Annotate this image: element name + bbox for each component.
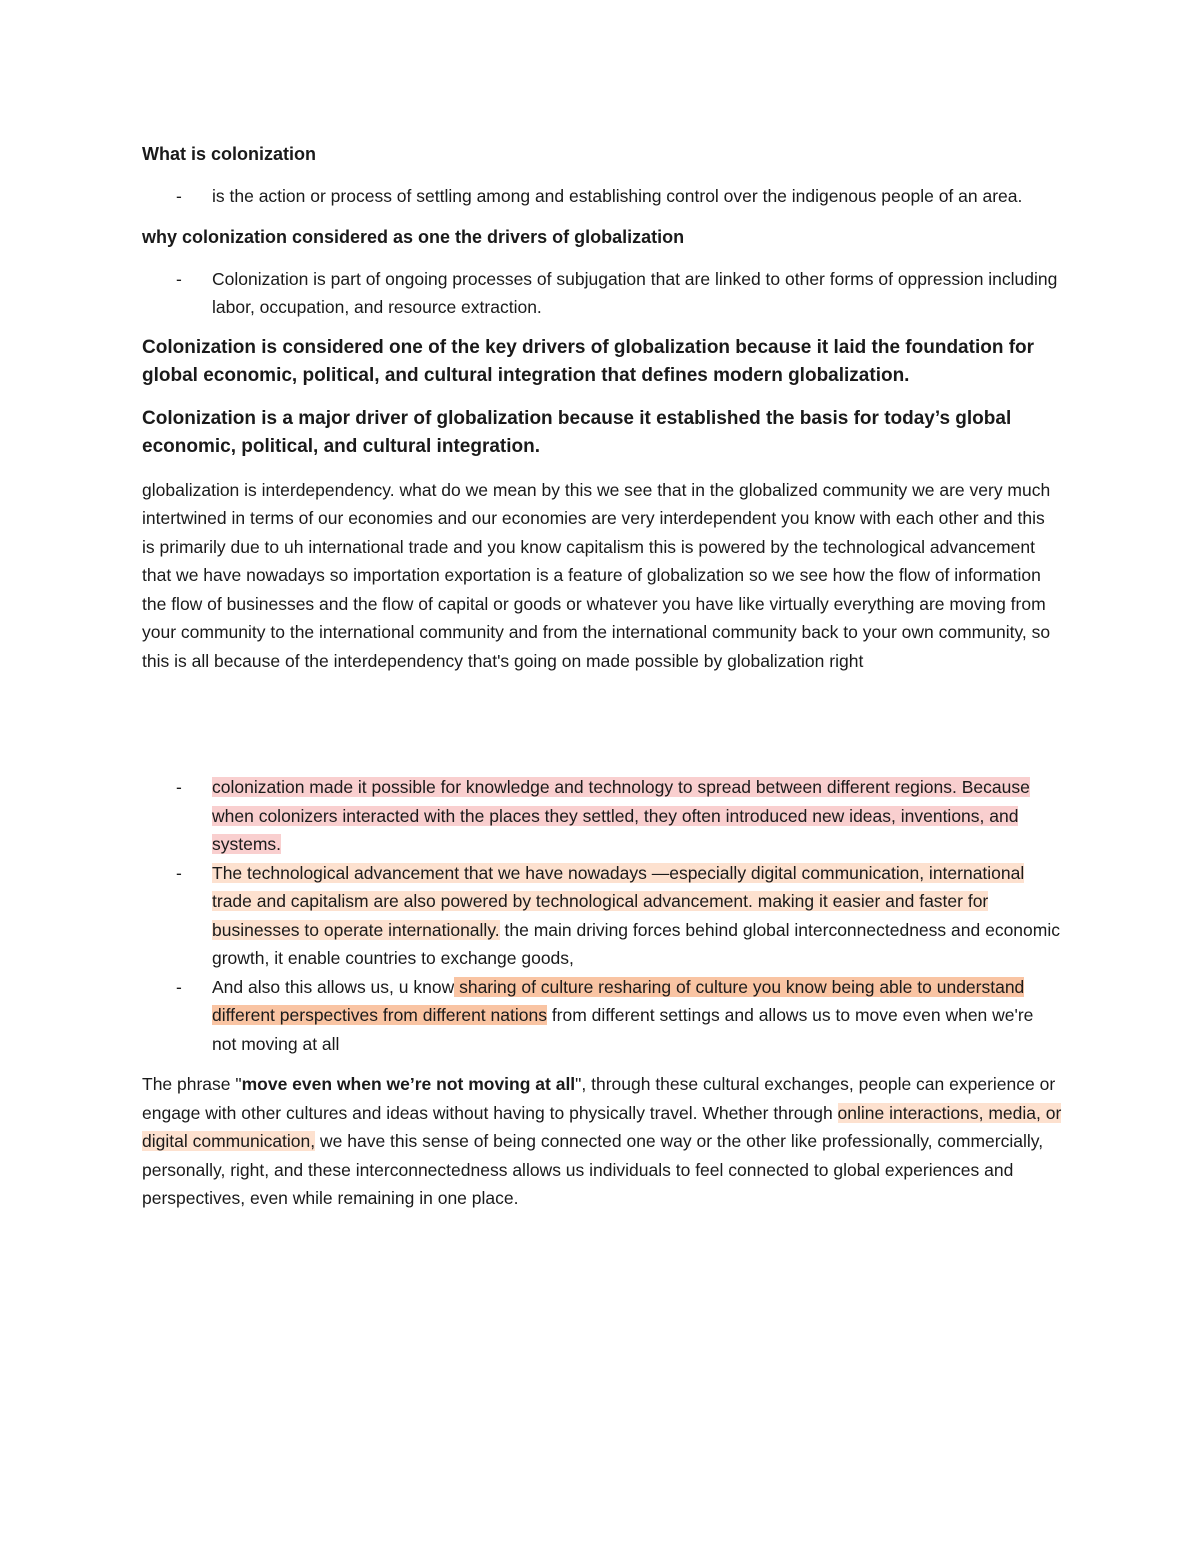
highlighted-text-culture: sharing of culture resharing of culture you know being able to understand different perspectives from different nations — [212, 976, 1025, 1025]
why-list — [142, 265, 1062, 322]
why-text: Colonization is part of ongoing processes of subjugation that are linked to other forms of oppression including labor, occupation, and resource extraction. — [212, 268, 1058, 317]
dash-bullet: - — [176, 268, 182, 289]
closing-prefix: The phrase " — [142, 1074, 242, 1094]
closing-middle: ", through these cultural exchanges, people can experience or engage with other cultures and ideas without having to physically travel. Whether through — [142, 1074, 1056, 1123]
text-driving-forces: the main driving forces behind global interconnectedness and economic growth, it enable countries to exchange goods, — [212, 919, 1060, 968]
list-item — [142, 182, 1062, 211]
document-page — [142, 140, 1062, 1225]
paragraph-interdependency: globalization is interdependency. what do we mean by this we see that in the globalized community we are very much intertwined in terms of our economies and our economies are very interdependent you know with each other and this is primarily due to uh international trade and you know capitalism this is powered by the technological advancement that we have nowadays so importation exportation is a feature of globalization so we see how the flow of information the flow of businesses and the flow of capital or goods or whatever you have like virtually everything are moving from your community to the international community and from the international community back to your own community, so this is all because of the interdependency that's going on made possible by globalization right — [142, 479, 1051, 671]
paragraph-closing — [142, 1070, 1062, 1213]
dash-bullet: - — [176, 186, 182, 206]
highlighted-bullet-list — [142, 773, 1062, 1058]
list-item — [142, 859, 1062, 973]
text-move-even: from different settings and allows us to move even when we're not moving at all — [212, 1005, 1034, 1054]
list-item — [142, 773, 1062, 859]
closing-highlight: online interactions, media, or digital communication, — [142, 1102, 1062, 1151]
blank-space — [142, 687, 1062, 773]
list-item — [142, 973, 1062, 1059]
highlighted-text-knowledge-spread: colonization made it possible for knowledge and technology to spread between different regions. Because when colonizers interacted with the places they settled, they often introduced new ideas, inventions, and systems. — [212, 777, 1030, 854]
definition-list — [142, 182, 1062, 211]
heading-what-is-colonization: What is colonization — [142, 144, 316, 164]
statement-major-driver: Colonization is a major driver of globalization because it established the basis for today’s global economic, political, and cultural integration. — [142, 407, 1012, 457]
closing-suffix: we have this sense of being connected one way or the other like professionally, commercially, personally, right, and these interconnectedness allows us individuals to feel connected to global experiences and perspectives, even while remaining in one place. — [142, 1131, 1044, 1208]
text-allows-us: And also this allows us, u know — [212, 976, 455, 997]
closing-bold-phrase: move even when we’re not moving at all — [241, 1074, 576, 1094]
dash-bullet: - — [176, 777, 182, 797]
list-item — [142, 265, 1062, 322]
dash-bullet: - — [176, 976, 182, 997]
dash-bullet: - — [176, 862, 182, 883]
highlighted-text-technology: The technological advancement that we have nowadays —especially digital communication, international trade and capitalism are also powered by technological advancement. making it easier and faster for businesses to operate internationally. — [212, 862, 1025, 940]
statement-key-drivers: Colonization is considered one of the key drivers of globalization because it laid the foundation for global economic, political, and cultural integration that defines modern globalization. — [142, 336, 1035, 386]
heading-why-colonization: why colonization considered as one the drivers of globalization — [142, 226, 685, 247]
definition-text: is the action or process of settling among and establishing control over the indigenous people of an area. — [212, 186, 1023, 206]
